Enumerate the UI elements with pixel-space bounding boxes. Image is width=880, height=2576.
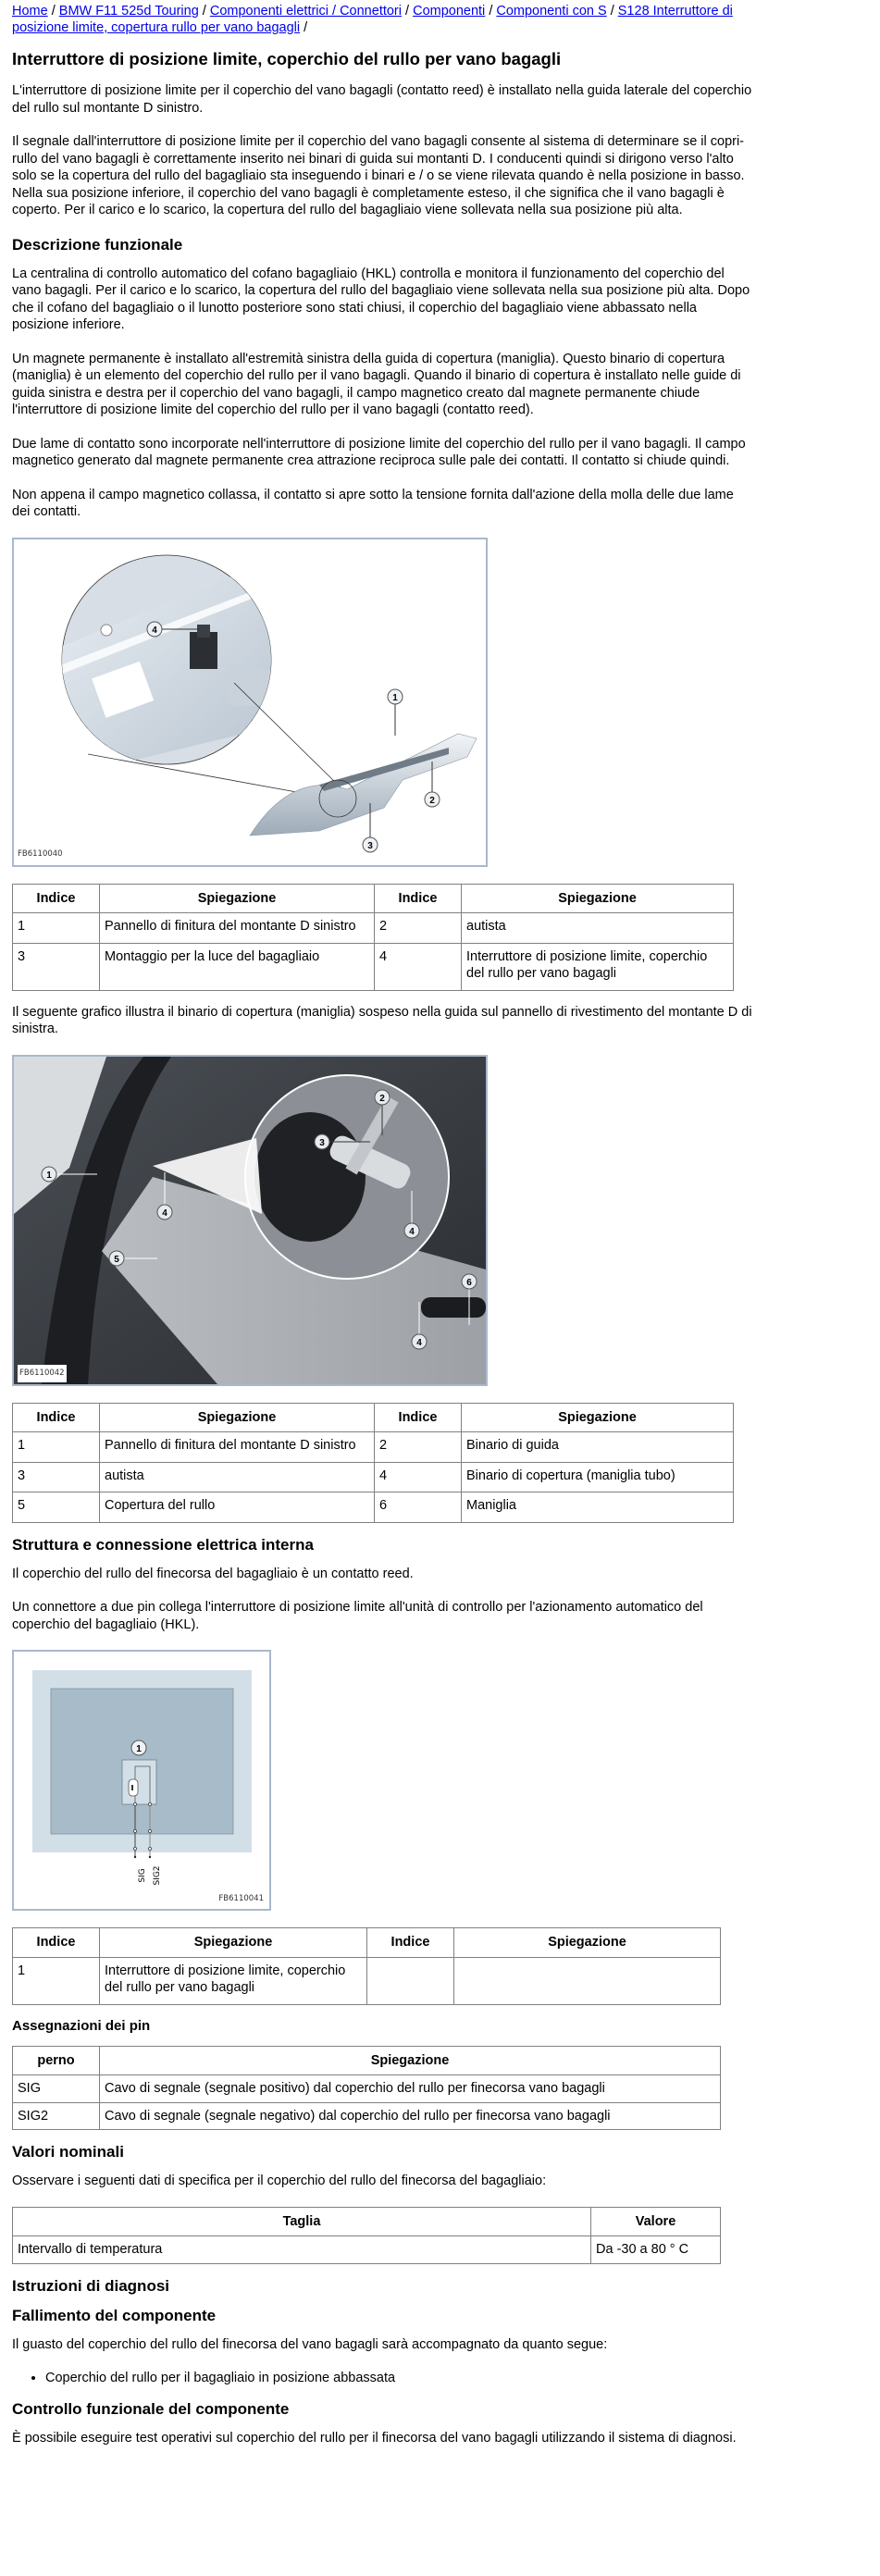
cell-index: 2 [375,913,462,944]
wiring-schematic-drawing [14,1652,269,1909]
header-index: Indice [367,1928,454,1958]
header-index: Indice [375,1403,462,1432]
figure-code: FB6110040 [18,849,63,859]
section-heading-diagnosis: Istruzioni di diagnosi [12,2276,169,2295]
table-row [13,1957,721,2004]
page-title: Interruttore di posizione limite, coperchio del rullo per vano bagagli [12,49,562,68]
cell-explanation: Copertura del rullo [100,1492,375,1523]
cell-index: 1 [13,1432,100,1463]
cell-explanation: Maniglia [462,1492,734,1523]
cell-explanation: Binario di guida [462,1432,734,1463]
breadcrumb-separator: / [610,4,614,19]
table-row [13,1462,734,1492]
cell-index: 2 [375,1432,462,1463]
figure-code: FB6110041 [218,1893,264,1903]
table-row [13,2075,721,2103]
cell-explanation: autista [462,913,734,944]
failure-list [12,2370,752,2387]
cell-pin: SIG2 [13,2102,100,2130]
callout-1 [131,1740,146,1755]
legend-table-figure3 [12,1927,721,2005]
cell-explanation: Cavo di segnale (segnale positivo) dal coperchio del rullo per finecorsa vano bagagli [100,2075,721,2103]
table-row [13,913,734,944]
header-explanation: Spiegazione [100,1403,375,1432]
svg-text:4: 4 [152,625,157,636]
legend-table-figure1 [12,884,734,991]
svg-text:4: 4 [416,1337,422,1348]
cell-index: 4 [375,1462,462,1492]
breadcrumb-vehicle[interactable]: BMW F11 525d Touring [58,4,199,19]
header-pin: perno [13,2046,100,2075]
cell-explanation: Interruttore di posizione limite, coperchio del rullo per vano bagagli [462,943,734,990]
header-explanation: Spiegazione [454,1928,721,1958]
cell-index: 4 [375,943,462,990]
breadcrumb-electrical-components[interactable]: Componenti elettrici / Connettori [209,4,402,19]
table-header-row [13,1928,721,1958]
svg-text:3: 3 [367,840,373,851]
cell-explanation: Montaggio per la luce del bagagliaio [100,943,375,990]
breadcrumb-s128[interactable]: S128 Interruttore di posizione limite, copertura rullo per vano bagagli [12,4,733,35]
pin-label-sig2: SIG2 [153,1865,162,1886]
svg-text:4: 4 [162,1208,167,1219]
figure-trunk-photo [12,1055,488,1386]
section-heading-pins: Assegnazioni dei pin [12,2017,151,2034]
failure-paragraph: Il guasto del coperchio del rullo del finecorsa del vano bagagli sarà accompagnato da quanto segue: [12,2336,608,2352]
structure-paragraph: Il coperchio del rullo del finecorsa del bagagliaio è un contatto reed. [12,1566,414,1581]
header-index: Indice [13,884,100,913]
callout-1 [388,689,403,736]
svg-text:4: 4 [409,1226,415,1237]
svg-text:1: 1 [136,1744,142,1754]
svg-text:2: 2 [429,795,435,806]
section-heading-functional: Descrizione funzionale [12,235,183,254]
cell-index: 1 [13,913,100,944]
table-header-row [13,2207,721,2236]
check-paragraph: È possibile eseguire test operativi sul coperchio del rullo per il finecorsa del vano bagagli utilizzando il sistema di diagnosi. [12,2430,737,2446]
subsection-heading-check: Controllo funzionale del componente [12,2399,290,2418]
cell-explanation: Pannello di finitura del montante D sinistro [100,1432,375,1463]
functional-paragraph: Un magnete permanente è installato all'estremità sinistra della guida di copertura (maniglia). Questo binario di copertura (maniglia) è un elemento del coperchio del rullo per il vano bagagli. Quando il binario di copertura è installato nelle guide di guida sinistra e destra per il coperchio del vano bagagli, il campo magnetico creato dal magnete permanente chiude l'interruttore di posizione limite del coperchio del rullo per il vano bagagli (contatto reed). [12,351,741,417]
structure-paragraph: Un connettore a due pin collega l'interruttore di posizione limite all'unità di controllo per l'azionamento automatico del coperchio del bagagliaio (HKL). [12,1600,703,1632]
header-explanation: Spiegazione [100,1928,367,1958]
cell-parameter: Intervallo di temperatura [13,2236,591,2264]
trunk-photo-drawing [14,1057,486,1384]
cell-pin: SIG [13,2075,100,2103]
section-heading-structure: Struttura e connessione elettrica interna [12,1535,314,1554]
svg-text:5: 5 [114,1254,119,1265]
header-explanation: Spiegazione [462,1403,734,1432]
breadcrumb-separator: / [304,20,308,35]
svg-text:2: 2 [379,1093,385,1104]
figure-wiring-schematic [12,1650,271,1911]
breadcrumb-home[interactable]: Home [12,4,48,19]
figure2-caption: Il seguente grafico illustra il binario di copertura (maniglia) sospeso nella guida sul pannello di rivestimento del montante D di sinistra. [12,1004,752,1036]
cell-explanation: autista [100,1462,375,1492]
pin-label-sig: SIG [138,1868,147,1883]
table-header-row [13,1403,734,1432]
header-explanation: Spiegazione [462,884,734,913]
figure-trim-panel-illustration [12,538,488,867]
header-value: Valore [591,2207,721,2236]
trim-panel-drawing [14,539,486,865]
table-row [13,943,734,990]
header-size: Taglia [13,2207,591,2236]
breadcrumb-separator: / [405,4,410,19]
subsection-heading-failure: Fallimento del componente [12,2306,217,2324]
nominal-values-table [12,2207,721,2264]
intro-paragraph: L'interruttore di posizione limite per il coperchio del vano bagagli (contatto reed) è installato nella guida laterale del coperchio del rullo sul montante D sinistro. [12,83,752,116]
table-header-row [13,884,734,913]
figure-code: FB6110042 [18,1365,67,1382]
cell-index: 6 [375,1492,462,1523]
table-row [13,2236,721,2264]
table-row [13,1432,734,1463]
cell-index: 1 [13,1957,100,2004]
breadcrumb-components[interactable]: Componenti [413,4,486,19]
header-explanation: Spiegazione [100,884,375,913]
pin-assignment-table [12,2046,721,2131]
cell-index: 3 [13,943,100,990]
breadcrumb-separator: / [489,4,493,19]
functional-paragraph: Non appena il campo magnetico collassa, il contatto si apre sotto la tensione fornita dall'azione della molla delle due lame dei contatti. [12,487,734,519]
breadcrumb [12,0,752,36]
svg-text:1: 1 [46,1170,52,1181]
breadcrumb-separator: / [51,4,56,19]
cell-value: Da -30 a 80 ° C [591,2236,721,2264]
cell-index: 3 [13,1462,100,1492]
cell-explanation: Binario di copertura (maniglia tubo) [462,1462,734,1492]
list-item: • Coperchio del rullo per il bagagliaio in posizione abbassata [45,2370,752,2387]
cell-index: 5 [13,1492,100,1523]
functional-paragraph: Due lame di contatto sono incorporate nell'interruttore di posizione limite del coperchio del rullo per il vano bagagli. Il campo magnetico generato dal magnete permanente crea attrazione reciproca sulle pale dei contatti. Il contatto si chiude quindi. [12,436,746,468]
table-row [13,2102,721,2130]
svg-text:3: 3 [319,1137,325,1148]
header-index: Indice [375,884,462,913]
table-row [13,1492,734,1523]
intro-paragraph: Il segnale dall'interruttore di posizione limite per il coperchio del vano bagagli consente al sistema di determinare se il copri-rullo del vano bagagli è correttamente inserito nei binari di guida sui montanti D. I conducenti quindi si dirigono verso l'alto solo se la copertura del rullo del bagagliaio sta inseguendo i binari e / o se viene rilevata quando è nella posizione in basso. Nella sua posizione inferiore, il coperchio del vano bagagli è completamente esteso, il che significa che il vano bagagli è coperto. Per il carico e lo scarico, la copertura del rullo del bagagliaio viene sollevata nella sua posizione più alta. [12,134,745,217]
breadcrumb-separator: / [202,4,206,19]
svg-text:6: 6 [466,1277,472,1288]
nominal-paragraph: Osservare i seguenti dati di specifica per il coperchio del rullo del finecorsa del bagagliaio: [12,2174,547,2188]
table-header-row [13,2046,721,2075]
header-index: Indice [13,1403,100,1432]
cell-explanation: Pannello di finitura del montante D sinistro [100,913,375,944]
cell-explanation: Interruttore di posizione limite, coperchio del rullo per vano bagagli [100,1957,367,2004]
cell-explanation: Cavo di segnale (segnale negativo) dal coperchio del rullo per finecorsa vano bagagli [100,2102,721,2130]
header-explanation: Spiegazione [100,2046,721,2075]
legend-table-figure2 [12,1403,734,1523]
functional-paragraph: La centralina di controllo automatico del cofano bagagliaio (HKL) controlla e monitora il funzionamento del coperchio del vano bagagli. Per il carico e lo scarico, la copertura del rullo del bagagliaio viene sollevata nella sua posizione più alta. Dopo che il cofano del bagagliaio o il lunotto posteriore sono stati chiusi, il coperchio del bagagliaio viene abbassato nella posizione inferiore. [12,266,750,332]
cell-explanation [454,1957,721,2004]
breadcrumb-components-s[interactable]: Componenti con S [496,4,607,19]
header-index: Indice [13,1928,100,1958]
svg-text:1: 1 [392,692,398,703]
cell-index [367,1957,454,2004]
trim-piece-shape [250,734,477,836]
section-heading-nominal: Valori nominali [12,2143,124,2161]
